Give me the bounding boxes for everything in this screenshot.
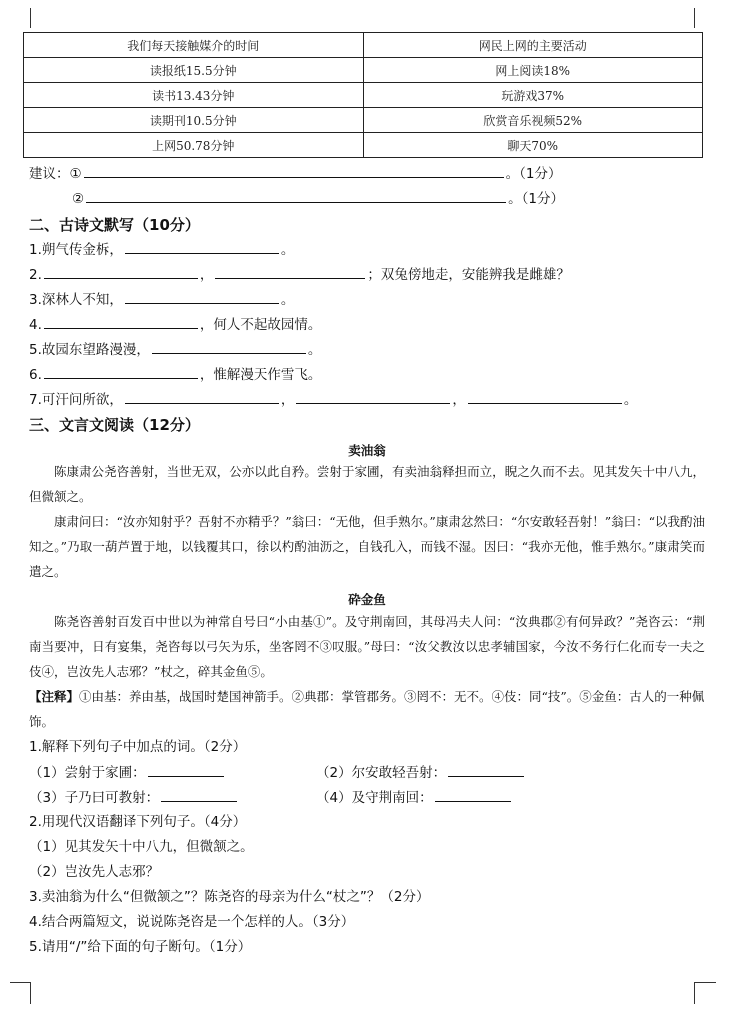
sub-question: （2）尔安敢轻吾射： <box>316 763 526 782</box>
poem-question: 3.深林人不知， 。 <box>29 292 295 308</box>
poem-question: 2. ， ；双兔傍地走，安能辨我是雌雄？ <box>29 267 570 283</box>
answer-blank[interactable] <box>125 390 279 404</box>
table-cell: 读报纸15.5分钟 <box>24 58 364 83</box>
table-cell: 玩游戏37% <box>363 83 703 108</box>
annotation <box>29 684 705 734</box>
crop-mark-bottom-right <box>694 982 716 983</box>
table-row <box>24 108 703 133</box>
sub-question: （4）及守荆南回： <box>316 788 513 807</box>
table-header-cell: 网民上网的主要活动 <box>363 33 703 58</box>
table-header-cell: 我们每天接触媒介的时间 <box>24 33 364 58</box>
answer-blank[interactable] <box>44 365 198 379</box>
sub-question: （2）岂汝先人志邪？ <box>29 864 160 880</box>
answer-blank[interactable] <box>44 265 198 279</box>
table-cell: 聊天70% <box>363 133 703 158</box>
passage-title: 砕金鱼 <box>348 592 386 607</box>
answer-blank[interactable] <box>125 290 279 304</box>
answer-blank[interactable] <box>161 788 237 802</box>
passage-text <box>29 609 705 684</box>
question: 5.请用“/”给下面的句子断句。（1分） <box>29 939 252 955</box>
answer-blank[interactable] <box>296 390 450 404</box>
crop-mark-top-left <box>30 8 31 28</box>
table-cell: 读书13.43分钟 <box>24 83 364 108</box>
answer-blank[interactable] <box>84 164 504 178</box>
sub-question: （1）见其发矢十中八九，但微颔之。 <box>29 839 254 855</box>
crop-mark-top-right <box>694 8 695 28</box>
answer-blank[interactable] <box>148 763 224 777</box>
paragraph: 康肃问曰：“汝亦知射乎？吾射不亦精乎？”翁曰：“无他，但手熟尔。”康肃忿然曰：“尔安敢轻吾射！”翁曰：“以我酌油知之。”乃取一葫芦置于地，以钱覆其口，徐以杓酌油沥之，自钱孔入，而钱不湿。因曰：“我亦无他，惟手熟尔。”康肃笑而遣之。 <box>29 514 705 579</box>
answer-blank[interactable] <box>468 390 622 404</box>
answer-blank[interactable] <box>215 265 365 279</box>
question: 3.卖油翁为什么“但微颔之”？陈尧咨的母亲为什么“杖之”？（2分） <box>29 889 430 905</box>
section-heading: 二、古诗文默写（10分） <box>29 216 200 234</box>
answer-blank[interactable] <box>125 240 279 254</box>
answer-blank[interactable] <box>86 189 506 203</box>
question: 4.结合两篇短文，说说陈尧咨是一个怎样的人。（3分） <box>29 914 355 930</box>
media-table <box>23 32 703 158</box>
annotation-text: ①由基：养由基，战国时楚国神箭手。②典郡：掌管郡务。③罔不：无不。④伎：同“技”。⑤金鱼：古人的一种佩饰。 <box>29 689 705 729</box>
poem-question: 7.可汗问所欲， ， ， 。 <box>29 392 638 408</box>
sub-question: （3）子乃曰可教射： <box>29 788 239 807</box>
table-cell: 上网50.78分钟 <box>24 133 364 158</box>
answer-blank[interactable] <box>44 315 198 329</box>
crop-mark-bottom-left-v <box>30 982 31 1004</box>
table-row <box>24 83 703 108</box>
table-cell: 欣赏音乐视频52% <box>363 108 703 133</box>
answer-blank[interactable] <box>435 788 511 802</box>
annotation-label: 【注释】 <box>29 689 80 704</box>
question: 1.解释下列句子中加点的词。（2分） <box>29 739 247 755</box>
crop-mark-bottom-left <box>10 982 30 983</box>
crop-mark-bottom-right-v <box>694 982 695 1004</box>
section-heading: 三、文言文阅读（12分） <box>29 416 200 434</box>
sub-question: （1）尝射于家圃： <box>29 763 226 782</box>
table-header-row <box>24 33 703 58</box>
table-row <box>24 58 703 83</box>
paragraph: 陈康肃公尧咨善射，当世无双，公亦以此自矜。尝射于家圃，有卖油翁释担而立，睨之久而不去。见其发矢十中八九，但微颔之。 <box>29 464 705 504</box>
table-cell: 读期刊10.5分钟 <box>24 108 364 133</box>
paragraph: 陈尧咨善射百发百中世以为神常自号曰“小由基①”。及守荆南回，其母冯夫人问：“汝典郡②有何异政？”尧咨云：“荆南当要冲，日有宴集，尧咨每以弓矢为乐，坐客罔不③叹服。”母曰：“汝父教汝以忠孝辅国家，今汝不务行仁化而专一夫之伎④，岂汝先人志邪？”杖之，碎其金鱼⑤。 <box>29 614 705 679</box>
table-cell: 网上阅读18% <box>363 58 703 83</box>
suggestion-line-1: 建议：① 。（1分） <box>29 166 562 182</box>
passage-text <box>29 459 705 584</box>
table-row <box>24 133 703 158</box>
poem-question: 5.故园东望路漫漫， 。 <box>29 342 322 358</box>
suggestion-line-2: ② 。（1分） <box>72 191 564 207</box>
question: 2.用现代汉语翻译下列句子。（4分） <box>29 814 247 830</box>
poem-question: 4. ，何人不起故园情。 <box>29 317 322 333</box>
passage-title: 卖油翁 <box>348 443 386 458</box>
answer-blank[interactable] <box>152 340 306 354</box>
answer-blank[interactable] <box>448 763 524 777</box>
poem-question: 1.朔气传金柝， 。 <box>29 242 295 258</box>
poem-question: 6. ，惟解漫天作雪飞。 <box>29 367 322 383</box>
